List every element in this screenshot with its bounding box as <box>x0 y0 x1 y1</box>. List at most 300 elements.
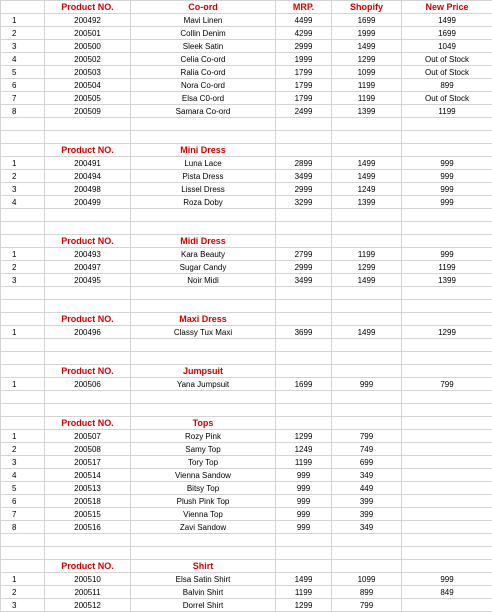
table-cell[interactable]: 399 <box>332 508 402 521</box>
empty-cell[interactable] <box>276 118 332 131</box>
table-cell[interactable]: 200505 <box>45 92 131 105</box>
table-cell[interactable]: 849 <box>402 586 492 599</box>
table-cell[interactable]: 349 <box>332 521 402 534</box>
table-cell[interactable]: 1799 <box>276 66 332 79</box>
empty-cell[interactable] <box>1 222 45 235</box>
empty-cell[interactable] <box>402 209 492 222</box>
table-cell[interactable]: 6 <box>1 79 45 92</box>
table-cell[interactable]: 7 <box>1 92 45 105</box>
table-cell[interactable]: 1299 <box>276 430 332 443</box>
header-cell[interactable] <box>332 560 402 573</box>
table-cell[interactable]: Plush Pink Top <box>131 495 276 508</box>
table-cell[interactable]: 799 <box>332 430 402 443</box>
table-cell[interactable]: Rozy Pink <box>131 430 276 443</box>
table-cell[interactable]: 200500 <box>45 40 131 53</box>
table-cell[interactable]: 3 <box>1 183 45 196</box>
empty-cell[interactable] <box>131 352 276 365</box>
table-cell[interactable]: 200498 <box>45 183 131 196</box>
table-cell[interactable]: Zavi Sandow <box>131 521 276 534</box>
table-cell[interactable]: 8 <box>1 521 45 534</box>
table-cell[interactable]: 200501 <box>45 27 131 40</box>
table-cell[interactable]: 1049 <box>402 40 492 53</box>
header-cell[interactable]: Mini Dress <box>131 144 276 157</box>
table-cell[interactable]: 3 <box>1 40 45 53</box>
table-cell[interactable]: 200494 <box>45 170 131 183</box>
table-cell[interactable] <box>402 521 492 534</box>
section-header-row <box>1 365 492 378</box>
empty-cell[interactable] <box>1 118 45 131</box>
header-cell[interactable] <box>402 144 492 157</box>
table-cell[interactable]: 1299 <box>402 326 492 339</box>
empty-cell[interactable] <box>45 118 131 131</box>
table-cell[interactable]: 200515 <box>45 508 131 521</box>
table-cell[interactable]: 3699 <box>276 326 332 339</box>
table-cell[interactable]: 999 <box>276 508 332 521</box>
header-cell[interactable] <box>276 417 332 430</box>
table-cell[interactable]: 1 <box>1 14 45 27</box>
header-cell[interactable]: Jumpsuit <box>131 365 276 378</box>
empty-cell[interactable] <box>402 300 492 313</box>
table-row <box>1 79 492 92</box>
table-cell[interactable]: 200503 <box>45 66 131 79</box>
header-cell[interactable]: Product NO. <box>45 560 131 573</box>
table-cell[interactable]: 1799 <box>276 79 332 92</box>
table-cell[interactable]: Roza Doby <box>131 196 276 209</box>
header-cell[interactable]: Tops <box>131 417 276 430</box>
table-cell[interactable]: 1249 <box>276 443 332 456</box>
table-cell[interactable]: 999 <box>276 521 332 534</box>
empty-cell[interactable] <box>332 339 402 352</box>
table-cell[interactable]: 1 <box>1 157 45 170</box>
header-cell[interactable] <box>1 313 45 326</box>
table-cell[interactable]: 200492 <box>45 14 131 27</box>
header-cell[interactable] <box>402 560 492 573</box>
empty-cell[interactable] <box>276 300 332 313</box>
table-cell[interactable]: 1999 <box>332 27 402 40</box>
table-cell[interactable]: 3 <box>1 599 45 612</box>
table-cell[interactable]: 200506 <box>45 378 131 391</box>
table-cell[interactable]: 1099 <box>332 573 402 586</box>
header-cell[interactable]: Product NO. <box>45 1 131 14</box>
empty-cell[interactable] <box>402 222 492 235</box>
table-row <box>1 40 492 53</box>
table-cell[interactable]: 1099 <box>332 66 402 79</box>
table-cell[interactable]: 999 <box>402 170 492 183</box>
table-cell[interactable]: 999 <box>332 378 402 391</box>
table-row <box>1 92 492 105</box>
empty-cell[interactable] <box>131 339 276 352</box>
header-cell[interactable] <box>1 235 45 248</box>
header-cell[interactable] <box>276 144 332 157</box>
header-cell[interactable] <box>402 313 492 326</box>
empty-cell[interactable] <box>45 352 131 365</box>
header-cell[interactable] <box>276 235 332 248</box>
table-cell[interactable] <box>402 430 492 443</box>
table-cell[interactable]: Classy Tux Maxi <box>131 326 276 339</box>
table-cell[interactable]: 1999 <box>276 53 332 66</box>
empty-cell[interactable] <box>45 131 131 144</box>
header-cell[interactable]: Product NO. <box>45 417 131 430</box>
table-cell[interactable]: 200495 <box>45 274 131 287</box>
table-cell[interactable]: 1199 <box>332 92 402 105</box>
table-cell[interactable]: 1399 <box>332 105 402 118</box>
header-cell[interactable] <box>332 313 402 326</box>
header-cell[interactable]: Shirt <box>131 560 276 573</box>
table-cell[interactable]: 2799 <box>276 248 332 261</box>
section-header-row <box>1 313 492 326</box>
table-row <box>1 573 492 586</box>
table-cell[interactable]: 4 <box>1 53 45 66</box>
table-cell[interactable]: 3499 <box>276 170 332 183</box>
empty-cell[interactable] <box>332 391 402 404</box>
table-cell[interactable]: 200518 <box>45 495 131 508</box>
empty-cell[interactable] <box>45 404 131 417</box>
table-cell[interactable]: 4499 <box>276 14 332 27</box>
table-cell[interactable]: 7 <box>1 508 45 521</box>
table-cell[interactable]: 999 <box>276 482 332 495</box>
table-cell[interactable]: 200512 <box>45 599 131 612</box>
table-cell[interactable]: Samara Co-ord <box>131 105 276 118</box>
table-cell[interactable]: 1499 <box>332 40 402 53</box>
header-cell[interactable]: Co-ord <box>131 1 276 14</box>
table-cell[interactable]: Celia Co-ord <box>131 53 276 66</box>
empty-cell[interactable] <box>332 209 402 222</box>
header-cell[interactable] <box>402 417 492 430</box>
header-cell[interactable] <box>332 365 402 378</box>
header-cell[interactable]: MRP. <box>276 1 332 14</box>
header-cell[interactable]: Product NO. <box>45 365 131 378</box>
empty-cell[interactable] <box>1 131 45 144</box>
empty-cell[interactable] <box>276 131 332 144</box>
blank-row <box>1 300 492 313</box>
table-cell[interactable] <box>402 495 492 508</box>
table-row <box>1 274 492 287</box>
table-cell[interactable]: 3299 <box>276 196 332 209</box>
table-cell[interactable]: 200496 <box>45 326 131 339</box>
header-cell[interactable]: Midi Dress <box>131 235 276 248</box>
header-cell[interactable] <box>1 144 45 157</box>
table-cell[interactable]: 1299 <box>332 261 402 274</box>
header-cell[interactable] <box>332 144 402 157</box>
table-cell[interactable]: 1399 <box>332 196 402 209</box>
header-cell[interactable]: Product NO. <box>45 144 131 157</box>
empty-cell[interactable] <box>332 300 402 313</box>
empty-cell[interactable] <box>332 118 402 131</box>
empty-cell[interactable] <box>45 547 131 560</box>
empty-cell[interactable] <box>131 391 276 404</box>
table-cell[interactable]: 1499 <box>332 274 402 287</box>
table-cell[interactable]: 200504 <box>45 79 131 92</box>
table-cell[interactable]: 1699 <box>402 27 492 40</box>
table-cell[interactable]: Sugar Candy <box>131 261 276 274</box>
empty-cell[interactable] <box>276 547 332 560</box>
empty-cell[interactable] <box>45 222 131 235</box>
table-cell[interactable]: 2 <box>1 27 45 40</box>
table-cell[interactable] <box>402 508 492 521</box>
table-cell[interactable]: 4 <box>1 469 45 482</box>
table-cell[interactable]: 2 <box>1 443 45 456</box>
table-cell[interactable]: 2999 <box>276 40 332 53</box>
table-cell[interactable]: 799 <box>332 599 402 612</box>
table-cell[interactable] <box>402 469 492 482</box>
table-cell[interactable]: 3 <box>1 274 45 287</box>
empty-cell[interactable] <box>1 534 45 547</box>
table-cell[interactable]: Yana Jumpsuit <box>131 378 276 391</box>
table-cell[interactable]: 6 <box>1 495 45 508</box>
table-cell[interactable]: 1 <box>1 326 45 339</box>
table-cell[interactable]: 200491 <box>45 157 131 170</box>
header-cell[interactable]: Product NO. <box>45 313 131 326</box>
empty-cell[interactable] <box>332 131 402 144</box>
table-cell[interactable]: Nora Co-ord <box>131 79 276 92</box>
table-row <box>1 326 492 339</box>
table-cell[interactable]: 2 <box>1 170 45 183</box>
empty-cell[interactable] <box>276 534 332 547</box>
table-cell[interactable]: Elsa Satin Shirt <box>131 573 276 586</box>
table-cell[interactable]: 2 <box>1 261 45 274</box>
empty-cell[interactable] <box>402 352 492 365</box>
empty-cell[interactable] <box>131 209 276 222</box>
header-cell[interactable]: New Price <box>402 1 492 14</box>
table-cell[interactable]: 1499 <box>402 14 492 27</box>
table-cell[interactable]: 200493 <box>45 248 131 261</box>
table-cell[interactable]: 1299 <box>276 599 332 612</box>
table-cell[interactable]: 4299 <box>276 27 332 40</box>
empty-cell[interactable] <box>131 534 276 547</box>
header-cell[interactable] <box>276 365 332 378</box>
table-cell[interactable]: 200514 <box>45 469 131 482</box>
empty-cell[interactable] <box>45 300 131 313</box>
empty-cell[interactable] <box>131 300 276 313</box>
table-cell[interactable]: Luna Lace <box>131 157 276 170</box>
empty-cell[interactable] <box>332 404 402 417</box>
empty-cell[interactable] <box>276 209 332 222</box>
table-cell[interactable]: 5 <box>1 66 45 79</box>
table-cell[interactable]: 3499 <box>276 274 332 287</box>
empty-cell[interactable] <box>1 287 45 300</box>
empty-cell[interactable] <box>1 391 45 404</box>
empty-cell[interactable] <box>402 118 492 131</box>
table-cell[interactable]: 200509 <box>45 105 131 118</box>
empty-cell[interactable] <box>402 391 492 404</box>
table-cell[interactable]: 2499 <box>276 105 332 118</box>
table-cell[interactable]: 5 <box>1 482 45 495</box>
table-cell[interactable]: 200511 <box>45 586 131 599</box>
header-cell[interactable] <box>332 235 402 248</box>
table-cell[interactable]: 200497 <box>45 261 131 274</box>
header-cell[interactable] <box>402 365 492 378</box>
table-cell[interactable] <box>402 456 492 469</box>
table-cell[interactable]: 200507 <box>45 430 131 443</box>
empty-cell[interactable] <box>276 339 332 352</box>
table-cell[interactable] <box>402 599 492 612</box>
header-cell[interactable] <box>332 417 402 430</box>
table-cell[interactable]: 1499 <box>332 170 402 183</box>
table-row <box>1 183 492 196</box>
empty-cell[interactable] <box>45 287 131 300</box>
table-cell[interactable]: 1299 <box>332 53 402 66</box>
table-cell[interactable]: 3 <box>1 456 45 469</box>
table-cell[interactable]: 1499 <box>276 573 332 586</box>
table-cell[interactable]: 2 <box>1 586 45 599</box>
table-cell[interactable]: Bitsy Top <box>131 482 276 495</box>
table-cell[interactable]: 200517 <box>45 456 131 469</box>
table-cell[interactable]: 749 <box>332 443 402 456</box>
table-cell[interactable]: 1 <box>1 573 45 586</box>
table-cell[interactable]: Dorrel Shirt <box>131 599 276 612</box>
table-cell[interactable] <box>402 482 492 495</box>
table-cell[interactable]: Pista Dress <box>131 170 276 183</box>
table-cell[interactable]: Kara Beauty <box>131 248 276 261</box>
empty-cell[interactable] <box>276 352 332 365</box>
empty-cell[interactable] <box>1 547 45 560</box>
table-cell[interactable]: 1 <box>1 378 45 391</box>
table-cell[interactable]: 1699 <box>332 14 402 27</box>
empty-cell[interactable] <box>131 222 276 235</box>
empty-cell[interactable] <box>131 131 276 144</box>
table-cell[interactable]: 349 <box>332 469 402 482</box>
table-cell[interactable]: 200516 <box>45 521 131 534</box>
table-cell[interactable]: 2999 <box>276 183 332 196</box>
blank-row <box>1 209 492 222</box>
section-header-row <box>1 560 492 573</box>
blank-row <box>1 131 492 144</box>
header-cell[interactable] <box>1 560 45 573</box>
table-cell[interactable]: 1499 <box>332 326 402 339</box>
empty-cell[interactable] <box>332 352 402 365</box>
table-cell[interactable]: 200499 <box>45 196 131 209</box>
empty-cell[interactable] <box>276 222 332 235</box>
empty-cell[interactable] <box>1 300 45 313</box>
table-cell[interactable]: 200508 <box>45 443 131 456</box>
header-cell[interactable]: Product NO. <box>45 235 131 248</box>
table-cell[interactable]: 8 <box>1 105 45 118</box>
table-cell[interactable]: 1799 <box>276 92 332 105</box>
table-cell[interactable]: 899 <box>332 586 402 599</box>
table-cell[interactable]: 1199 <box>332 248 402 261</box>
empty-cell[interactable] <box>131 547 276 560</box>
table-cell[interactable]: 1199 <box>402 261 492 274</box>
table-cell[interactable]: 999 <box>402 248 492 261</box>
empty-cell[interactable] <box>45 209 131 222</box>
table-cell[interactable]: 799 <box>402 378 492 391</box>
header-cell[interactable] <box>402 235 492 248</box>
table-cell[interactable]: 1199 <box>332 79 402 92</box>
table-row <box>1 248 492 261</box>
empty-cell[interactable] <box>332 222 402 235</box>
empty-cell[interactable] <box>1 352 45 365</box>
table-cell[interactable]: Tory Top <box>131 456 276 469</box>
empty-cell[interactable] <box>1 404 45 417</box>
empty-cell[interactable] <box>276 287 332 300</box>
table-row <box>1 495 492 508</box>
table-cell[interactable]: Vienna Sandow <box>131 469 276 482</box>
table-cell[interactable]: 999 <box>402 157 492 170</box>
table-cell[interactable]: 200510 <box>45 573 131 586</box>
table-cell[interactable]: 399 <box>332 495 402 508</box>
table-cell[interactable]: Ralia Co-ord <box>131 66 276 79</box>
table-cell[interactable]: 699 <box>332 456 402 469</box>
empty-cell[interactable] <box>131 404 276 417</box>
table-cell[interactable]: 999 <box>402 196 492 209</box>
table-cell[interactable]: 1199 <box>402 105 492 118</box>
table-cell[interactable]: Lissel Dress <box>131 183 276 196</box>
empty-cell[interactable] <box>402 287 492 300</box>
empty-cell[interactable] <box>402 339 492 352</box>
header-cell[interactable] <box>1 417 45 430</box>
table-cell[interactable]: Mavi Linen <box>131 14 276 27</box>
table-cell[interactable]: Sleek Satin <box>131 40 276 53</box>
empty-cell[interactable] <box>1 339 45 352</box>
table-cell[interactable]: Out of Stock <box>402 66 492 79</box>
header-cell[interactable] <box>1 1 45 14</box>
empty-cell[interactable] <box>332 547 402 560</box>
table-cell[interactable]: 200513 <box>45 482 131 495</box>
empty-cell[interactable] <box>332 534 402 547</box>
table-cell[interactable] <box>402 443 492 456</box>
empty-cell[interactable] <box>276 404 332 417</box>
table-cell[interactable]: 1 <box>1 430 45 443</box>
table-cell[interactable]: Collin Denim <box>131 27 276 40</box>
table-cell[interactable]: 999 <box>402 183 492 196</box>
table-cell[interactable]: 999 <box>276 495 332 508</box>
empty-cell[interactable] <box>402 547 492 560</box>
table-cell[interactable]: 2899 <box>276 157 332 170</box>
table-cell[interactable]: 899 <box>402 79 492 92</box>
table-cell[interactable]: Vienna Top <box>131 508 276 521</box>
empty-cell[interactable] <box>131 118 276 131</box>
header-cell[interactable]: Shopify <box>332 1 402 14</box>
empty-cell[interactable] <box>1 209 45 222</box>
empty-cell[interactable] <box>332 287 402 300</box>
empty-cell[interactable] <box>131 287 276 300</box>
table-cell[interactable]: 1399 <box>402 274 492 287</box>
header-cell[interactable] <box>276 313 332 326</box>
table-cell[interactable]: 449 <box>332 482 402 495</box>
empty-cell[interactable] <box>45 339 131 352</box>
table-cell[interactable]: Elsa C0-ord <box>131 92 276 105</box>
table-cell[interactable]: 999 <box>402 573 492 586</box>
table-cell[interactable]: 1 <box>1 248 45 261</box>
header-cell[interactable] <box>1 365 45 378</box>
header-cell[interactable] <box>276 560 332 573</box>
table-row <box>1 170 492 183</box>
table-cell[interactable]: Noir Midi <box>131 274 276 287</box>
table-cell[interactable]: 4 <box>1 196 45 209</box>
header-cell[interactable]: Maxi Dress <box>131 313 276 326</box>
table-cell[interactable]: 1699 <box>276 378 332 391</box>
empty-cell[interactable] <box>276 391 332 404</box>
section-header-row <box>1 144 492 157</box>
table-cell[interactable]: Out of Stock <box>402 53 492 66</box>
table-cell[interactable]: 1199 <box>276 586 332 599</box>
empty-cell[interactable] <box>402 404 492 417</box>
table-cell[interactable]: 200502 <box>45 53 131 66</box>
table-cell[interactable]: 2999 <box>276 261 332 274</box>
empty-cell[interactable] <box>45 391 131 404</box>
empty-cell[interactable] <box>402 131 492 144</box>
table-cell[interactable]: Samy Top <box>131 443 276 456</box>
table-cell[interactable]: Balvin Shirt <box>131 586 276 599</box>
table-cell[interactable]: 1499 <box>332 157 402 170</box>
empty-cell[interactable] <box>402 534 492 547</box>
blank-row <box>1 222 492 235</box>
table-cell[interactable]: 999 <box>276 469 332 482</box>
table-cell[interactable]: 1199 <box>276 456 332 469</box>
empty-cell[interactable] <box>45 534 131 547</box>
table-cell[interactable]: 1249 <box>332 183 402 196</box>
table-cell[interactable]: Out of Stock <box>402 92 492 105</box>
